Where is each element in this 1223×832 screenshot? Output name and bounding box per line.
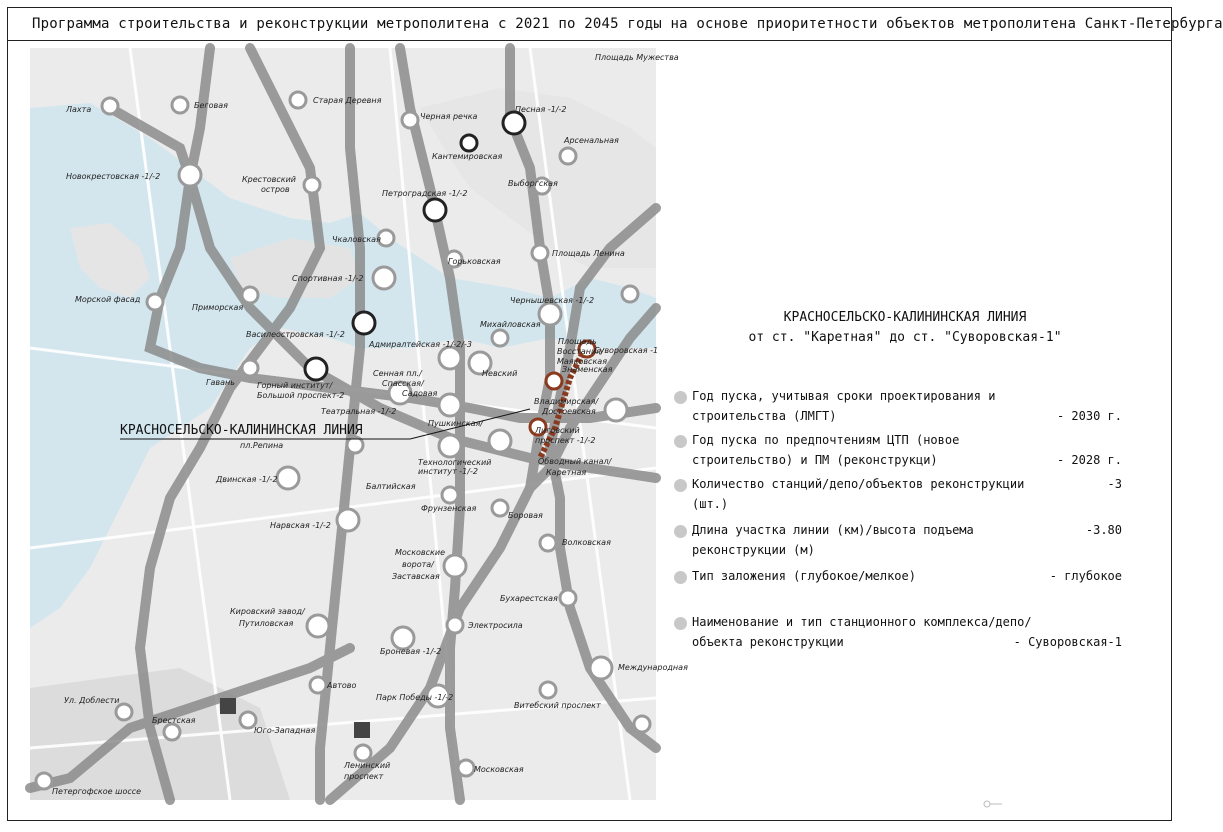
panel-heading-line1: КРАСНОСЕЛЬСКО-КАЛИНИНСКАЯ ЛИНИЯ — [783, 310, 1027, 325]
watermark-icon — [983, 800, 1003, 808]
svg-text:институт -1/-2: институт -1/-2 — [418, 467, 478, 476]
svg-text:Большой проспект-2: Большой проспект-2 — [257, 391, 345, 400]
svg-text:Песная -1/-2: Песная -1/-2 — [515, 105, 567, 114]
svg-text:остров: остров — [261, 185, 290, 194]
param-label: Длина участка линии (км)/высота подъема реконструкции (м) — [692, 523, 974, 557]
svg-text:Парк Победы -1/-2: Парк Победы -1/-2 — [376, 693, 454, 702]
svg-text:Невский: Невский — [482, 369, 518, 378]
svg-text:Волковская: Волковская — [562, 538, 611, 547]
panel-heading-line2: от ст. "Каретная" до ст. "Суворовская-1" — [748, 330, 1062, 345]
svg-text:Театральная -1/-2: Театральная -1/-2 — [321, 407, 397, 416]
param-value: -3.80 — [1085, 523, 1122, 537]
svg-text:Московская: Московская — [474, 765, 524, 774]
svg-text:Морской фасад: Морской фасад — [75, 295, 141, 304]
svg-text:Брестская: Брестская — [152, 716, 196, 725]
svg-text:Обводный канал/: Обводный канал/ — [538, 457, 612, 466]
param-value: - глубокое — [1049, 569, 1122, 583]
param-row — [674, 474, 1134, 516]
svg-text:Путиловская: Путиловская — [239, 619, 294, 628]
svg-text:Владимирская/: Владимирская/ — [534, 397, 599, 406]
svg-text:Балтийская: Балтийская — [366, 482, 416, 491]
param-label: Год пуска, учитывая сроки проектирования и строительства (ЛМГТ) — [692, 389, 996, 423]
svg-text:Фрунзенская: Фрунзенская — [421, 504, 477, 513]
svg-text:Витебский проспект: Витебский проспект — [514, 701, 601, 710]
svg-text:Садовая: Садовая — [402, 389, 438, 398]
bullet-icon — [674, 617, 687, 630]
svg-text:Лахта: Лахта — [66, 105, 92, 114]
svg-text:Площадь Мужества: Площадь Мужества — [595, 53, 679, 62]
svg-text:Спортивная -1/-2: Спортивная -1/-2 — [292, 274, 364, 283]
svg-text:Новокрестовская -1/-2: Новокрестовская -1/-2 — [66, 172, 161, 181]
svg-text:Приморская: Приморская — [192, 303, 244, 312]
svg-text:Площадь Ленина: Площадь Ленина — [552, 249, 625, 258]
svg-text:Выборгская: Выборгская — [508, 179, 558, 188]
svg-text:Маяковская: Маяковская — [557, 357, 608, 366]
param-row — [674, 386, 1134, 428]
svg-text:Михайловская: Михайловская — [480, 320, 541, 329]
svg-text:проспект -1/-2: проспект -1/-2 — [535, 436, 596, 445]
panel-heading — [740, 308, 1070, 348]
svg-text:Горный институт/: Горный институт/ — [257, 381, 333, 390]
svg-text:Бухарестская: Бухарестская — [500, 594, 558, 603]
svg-text:Адмиралтейская -1/-2/-3: Адмиралтейская -1/-2/-3 — [369, 340, 472, 349]
param-value: - 2030 г. — [1056, 409, 1122, 423]
svg-text:Горьковская: Горьковская — [448, 257, 501, 266]
svg-text:Суворовская -1: Суворовская -1 — [594, 346, 659, 355]
svg-text:Восстания/: Восстания/ — [557, 347, 604, 356]
bullet-icon — [674, 435, 687, 448]
svg-text:Каретная: Каретная — [546, 468, 587, 477]
param-value: - Суворовская-1 — [1013, 635, 1122, 649]
svg-text:Международная: Международная — [618, 663, 688, 672]
svg-text:Броневая -1/-2: Броневая -1/-2 — [380, 647, 442, 656]
svg-text:Петергофское шоссе: Петергофское шоссе — [52, 787, 142, 796]
svg-text:Арсенальная: Арсенальная — [564, 136, 619, 145]
title-bar — [8, 8, 1223, 41]
svg-text:Достоевская: Достоевская — [542, 407, 596, 416]
bullet-icon — [674, 525, 687, 538]
svg-text:Крестовский: Крестовский — [242, 175, 296, 184]
svg-text:Пушкинская/: Пушкинская/ — [428, 419, 483, 428]
svg-text:Московские: Московские — [395, 548, 445, 557]
svg-text:ворота/: ворота/ — [402, 560, 434, 569]
svg-text:Сенная пл./: Сенная пл./ — [373, 369, 422, 378]
svg-text:Электросила: Электросила — [468, 621, 523, 630]
svg-text:проспект: проспект — [344, 772, 384, 781]
svg-text:Гавань: Гавань — [206, 378, 235, 387]
svg-text:Боровая: Боровая — [508, 511, 543, 520]
svg-text:Чернышевская -1/-2: Чернышевская -1/-2 — [510, 296, 595, 305]
svg-text:Двинская -1/-2: Двинская -1/-2 — [216, 475, 278, 484]
param-label: Год пуска по предпочтениям ЦТП (новое строительство) и ПМ (реконструкци) — [692, 433, 960, 467]
svg-text:Технологический: Технологический — [418, 458, 492, 467]
svg-text:Ул. Доблести: Ул. Доблести — [64, 696, 120, 705]
svg-text:Петроградская -1/-2: Петроградская -1/-2 — [382, 189, 468, 198]
svg-text:Беговая: Беговая — [194, 101, 228, 110]
page-title: Программа строительства и реконструкции метрополитена с 2021 по 2045 годы на основе приоритетности объектов метрополитена Санкт-Петербурга — [32, 16, 1223, 32]
bullet-icon — [674, 391, 687, 404]
param-row — [674, 612, 1134, 654]
svg-text:пл.Репина: пл.Репина — [240, 441, 284, 450]
svg-text:Юго-Западная: Юго-Западная — [254, 726, 316, 735]
map-line-label: КРАСНОСЕЛЬСКО-КАЛИНИНСКАЯ ЛИНИЯ — [120, 423, 363, 438]
svg-text:Лиговский: Лиговский — [535, 426, 580, 435]
svg-text:Площадь: Площадь — [558, 337, 597, 346]
param-label: Тип заложения (глубокое/мелкое) — [692, 569, 916, 583]
svg-text:Василеостровская -1/-2: Василеостровская -1/-2 — [246, 330, 345, 339]
svg-text:Нарвская -1/-2: Нарвская -1/-2 — [270, 521, 331, 530]
bullet-icon — [674, 479, 687, 492]
svg-text:Кантемировская: Кантемировская — [432, 152, 503, 161]
svg-text:Старая Деревня: Старая Деревня — [313, 96, 382, 105]
svg-text:Кировский завод/: Кировский завод/ — [230, 607, 305, 616]
svg-text:Спасская/: Спасская/ — [382, 379, 424, 388]
param-label: Наименование и тип станционного комплекса/депо/объекта реконструкции — [692, 615, 1032, 649]
svg-text:Черная речка: Черная речка — [420, 112, 478, 121]
bullet-icon — [674, 571, 687, 584]
svg-text:Ленинский: Ленинский — [344, 761, 391, 770]
param-row — [674, 430, 1134, 472]
svg-text:Автово: Автово — [327, 681, 357, 690]
param-label: Количество станций/депо/объектов реконструкции (шт.) — [692, 477, 1025, 511]
param-row — [674, 520, 1134, 562]
svg-text:Заставская: Заставская — [392, 572, 440, 581]
param-value: -3 — [1107, 477, 1122, 491]
param-value: - 2028 г. — [1056, 453, 1122, 467]
param-row — [674, 566, 1134, 588]
svg-text:Знаменская: Знаменская — [562, 365, 613, 374]
svg-text:Чкаловская: Чкаловская — [332, 235, 381, 244]
